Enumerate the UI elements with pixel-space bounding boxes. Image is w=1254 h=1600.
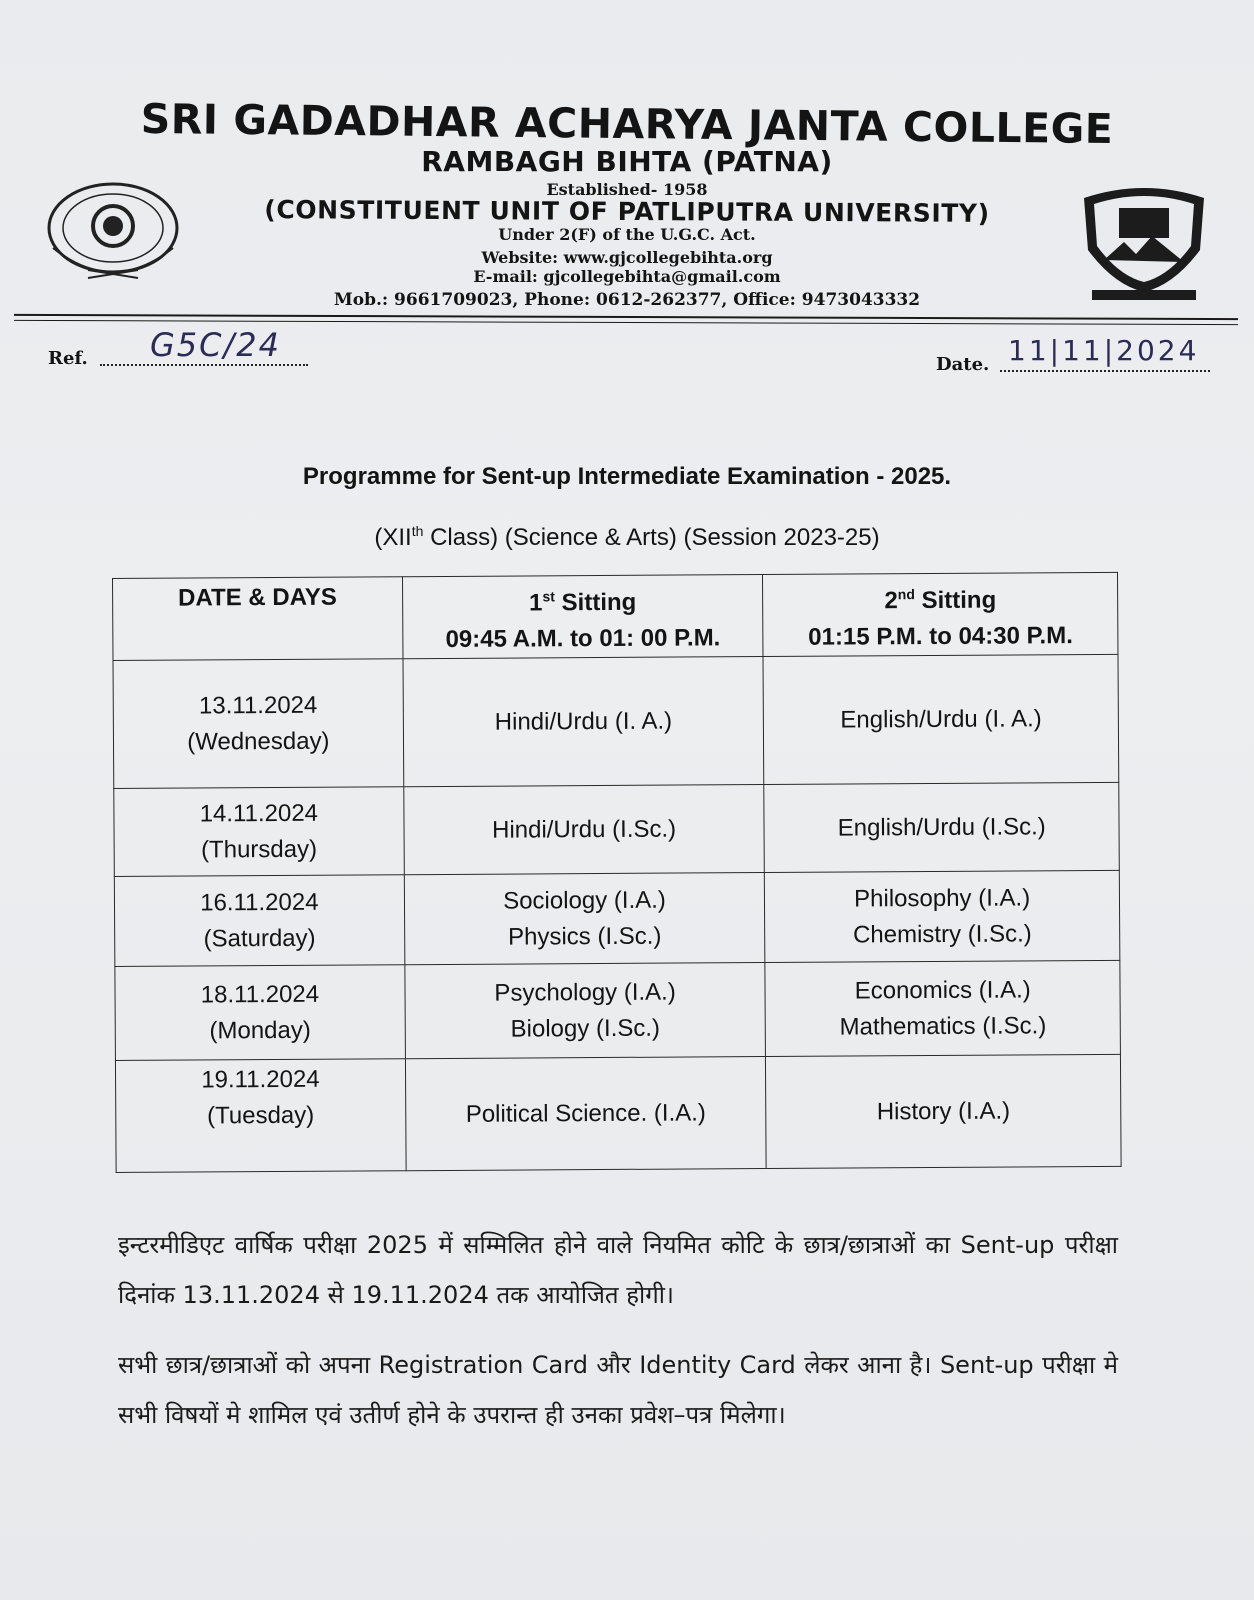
college-name: SRI GADADHAR ACHARYA JANTA COLLEGE bbox=[140, 94, 1114, 154]
row-first-sitting: Hindi/Urdu (I. A.) bbox=[403, 657, 764, 787]
college-location: RAMBAGH BIHTA (PATNA) bbox=[421, 145, 833, 178]
col-header-date: DATE & DAYS bbox=[113, 577, 403, 661]
table-row bbox=[114, 782, 1120, 876]
row-first-sitting: Political Science. (I.A.) bbox=[405, 1057, 766, 1171]
programme-title: Programme for Sent-up Intermediate Examination - 2025. bbox=[302, 463, 952, 490]
row-second-sitting: Economics (I.A.) Mathematics (I.Sc.) bbox=[765, 960, 1120, 1056]
established-year: Established- 1958 bbox=[546, 180, 708, 199]
contact-numbers: Mob.: 9661709023, Phone: 0612-262377, Office: 9473043332 bbox=[333, 290, 921, 310]
ref-value: G5C/24 bbox=[150, 326, 281, 364]
row-date: 19.11.2024 (Tuesday) bbox=[115, 1059, 405, 1173]
row-date: 14.11.2024 (Thursday) bbox=[114, 787, 404, 877]
ref-label: Ref. bbox=[48, 348, 88, 369]
col-header-second-sitting: 2nd Sitting 01:15 P.M. to 04:30 P.M. bbox=[763, 572, 1118, 656]
row-date: 13.11.2024 (Wednesday) bbox=[113, 659, 404, 789]
notice-paragraph-schedule: इन्टरमीडिएट वार्षिक परीक्षा 2025 में सम्मिलित होने वाले नियमित कोटि के छात्र/छात्राओं का Sent-up परीक्षा दिनांक 13.11.2024 से 19.11.2024 तक आयोजित होगी। bbox=[118, 1231, 1118, 1309]
table-row bbox=[113, 654, 1119, 788]
table-row bbox=[115, 960, 1121, 1060]
col-header-first-sitting: 1st Sitting 09:45 A.M. to 01: 00 P.M. bbox=[402, 575, 763, 659]
row-first-sitting: Sociology (I.A.) Physics (I.Sc.) bbox=[404, 873, 765, 965]
date-label: Date. bbox=[936, 354, 990, 375]
programme-subtitle: (XIIth Class) (Science & Arts) (Session 2023-25) bbox=[374, 523, 880, 551]
website: Website: www.gjcollegebihta.org bbox=[481, 248, 773, 267]
email: E-mail: gjcollegebihta@gmail.com bbox=[473, 267, 781, 286]
row-second-sitting: Philosophy (I.A.) Chemistry (I.Sc.) bbox=[765, 870, 1120, 962]
table-row bbox=[114, 870, 1120, 966]
row-date: 18.11.2024 (Monday) bbox=[115, 965, 405, 1061]
header-divider bbox=[14, 314, 1238, 320]
constituent-unit: (CONSTITUENT UNIT OF PATLIPUTRA UNIVERSITY) bbox=[264, 195, 990, 228]
date-value: 11|11|2024 bbox=[1008, 334, 1200, 367]
row-second-sitting: English/Urdu (I.Sc.) bbox=[764, 782, 1119, 872]
ugc-act: Under 2(F) of the U.G.C. Act. bbox=[498, 225, 756, 244]
header-divider-thin bbox=[14, 320, 1238, 325]
table-header-row bbox=[113, 572, 1118, 660]
row-second-sitting: English/Urdu (I. A.) bbox=[763, 654, 1118, 784]
row-first-sitting: Hindi/Urdu (I.Sc.) bbox=[404, 785, 765, 875]
table-row bbox=[115, 1054, 1121, 1172]
notice-paragraph-documents: सभी छात्र/छात्राओं को अपना Registration Card और Identity Card लेकर आना है। Sent-up परीक्षा मे सभी विषयों मे शामिल एवं उतीर्ण होने के उपरान्त ही उनका प्रवेश–पत्र मिलेगा। bbox=[118, 1351, 1118, 1429]
row-first-sitting: Psychology (I.A.) Biology (I.Sc.) bbox=[405, 963, 766, 1059]
row-second-sitting: History (I.A.) bbox=[766, 1054, 1121, 1168]
row-date: 16.11.2024 (Saturday) bbox=[114, 875, 404, 967]
exam-schedule-table bbox=[112, 572, 1122, 1173]
